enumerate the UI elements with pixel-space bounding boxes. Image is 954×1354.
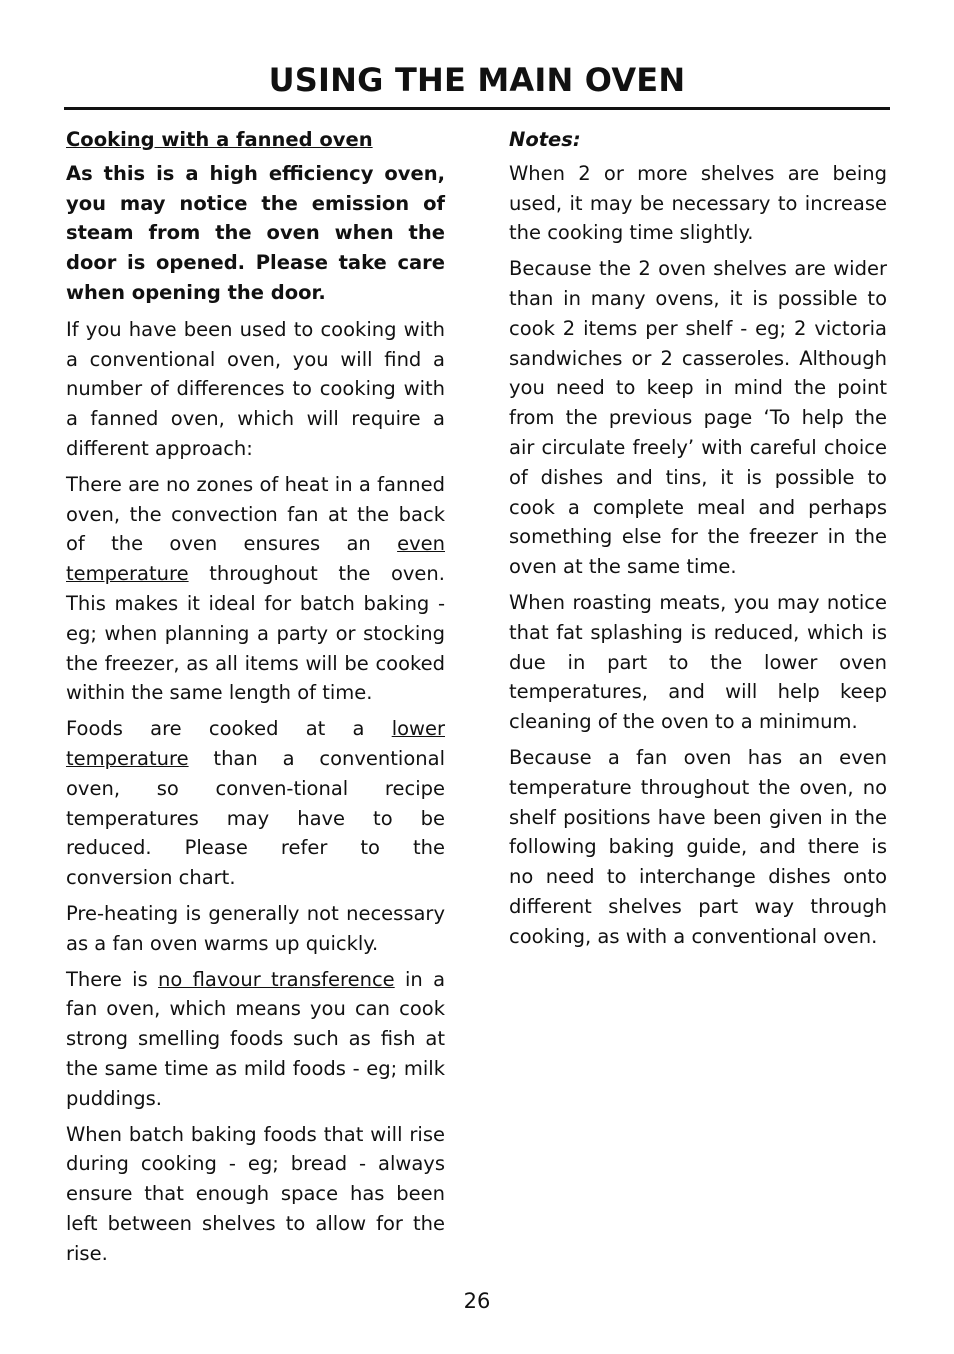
text-segment: throughout the oven. This makes it ideal for batch baking - eg; when planning a party or stocking the freezer, as all items will be cooked within the same length of time. <box>66 562 445 705</box>
left-column <box>66 125 445 1274</box>
text-segment: Foods are cooked at a <box>66 717 392 741</box>
notes-heading: Notes: <box>509 128 581 151</box>
title-divider <box>64 107 890 110</box>
page-title: USING THE MAIN OVEN <box>268 61 686 99</box>
underlined-term: no flavour transference <box>158 967 395 991</box>
batch-baking-paragraph: When batch baking foods that will rise during cooking - eg; bread - always ensure that enough space has been left between shelves to allow for the rise. <box>66 1122 445 1265</box>
underlined-term: lower temperature <box>66 717 445 770</box>
safety-warning: As this is a high efficiency oven, you may notice the emission of steam from the oven when the door is opened. Please take care when opening the door. <box>66 161 445 304</box>
lower-temperature-paragraph <box>66 714 445 893</box>
notes-wider-shelves-paragraph: Because the 2 oven shelves are wider than in many ovens, it is possible to cook 2 items per shelf - eg; 2 victoria sandwiches or 2 casseroles. Although you need to keep in mind the point from the previous page ‘To help the air circulate freely’ with careful choice of dishes and tins, it is possible to cook a complete meal and perhaps something else for the freezer in the oven at the same time. <box>509 257 887 579</box>
text-segment: There is <box>66 967 159 991</box>
notes-roasting-paragraph: When roasting meats, you may notice that fat splashing is reduced, which is due in part to the lower oven temperatures, and will help keep cleaning of the oven to a minimum. <box>509 590 887 734</box>
underlined-term: even temperature <box>66 532 445 586</box>
page-number: 26 <box>463 1289 491 1313</box>
notes-shelf-positions-paragraph: Because a fan oven has an even temperature throughout the oven, no shelf positions have been given in the following baking guide, and there is no need to interchange dishes onto different shelves part way through cooking, as with a conventional oven. <box>509 745 887 948</box>
section-heading: Cooking with a fanned oven <box>66 128 373 151</box>
text-segment: than a conventional oven, so conven-tional recipe temperatures may have to be reduced. Please refer to the conversion chart. <box>66 746 445 890</box>
text-segment: in a fan oven, which means you can cook strong smelling foods such as fish at the same time as mild foods - eg; milk puddings. <box>66 967 446 1110</box>
intro-paragraph: If you have been used to cooking with a conventional oven, you will find a number of differences to cooking with a fanned oven, which will require a different approach: <box>66 317 445 460</box>
notes-shelves-paragraph: When 2 or more shelves are being used, it may be necessary to increase the cooking time slightly. <box>509 161 887 245</box>
right-column <box>509 125 887 958</box>
preheating-paragraph: Pre-heating is generally not necessary as a fan oven warms up quickly. <box>66 901 445 955</box>
text-segment: There are no zones of heat in a fanned oven, the convection fan at the back of the oven ensures an <box>66 472 445 556</box>
even-temperature-paragraph <box>66 470 445 708</box>
flavour-transference-paragraph <box>66 965 445 1114</box>
